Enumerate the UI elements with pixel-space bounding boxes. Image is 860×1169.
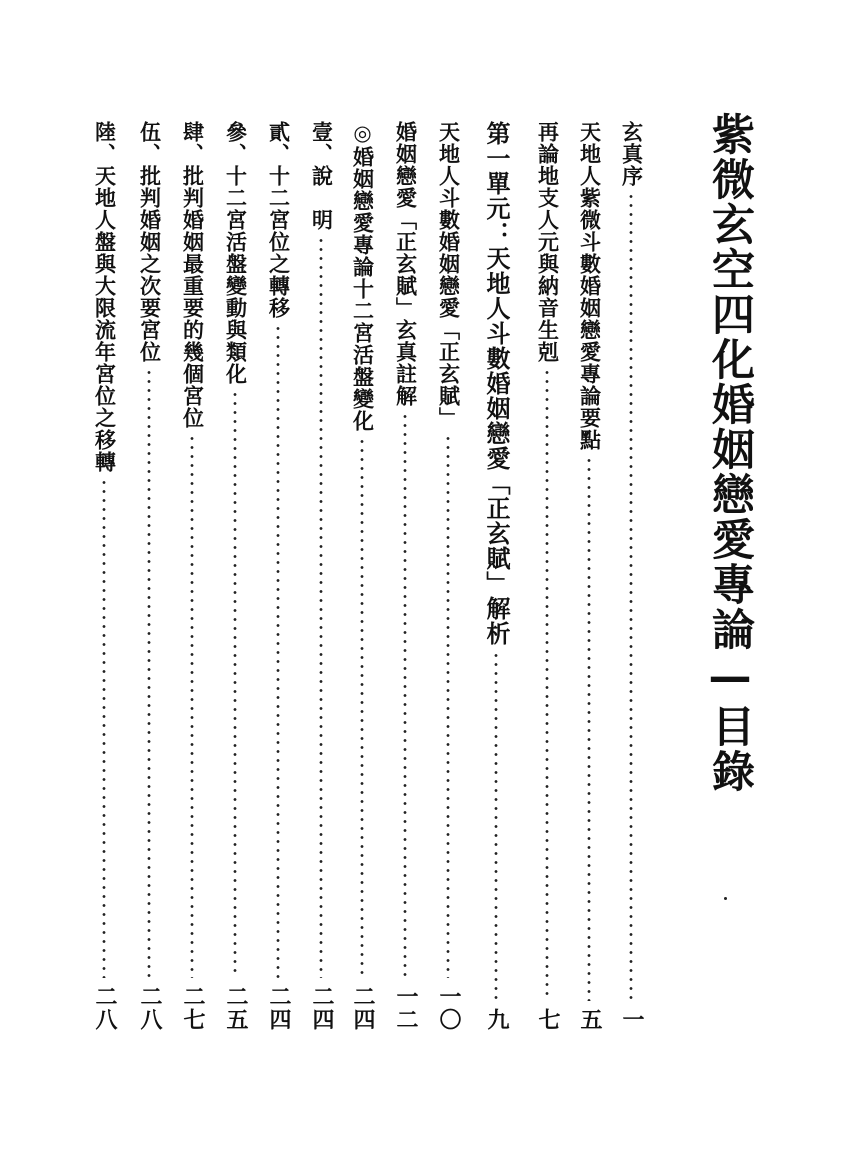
toc-page-number: 九 <box>484 1008 509 1031</box>
toc-entry <box>93 121 115 1031</box>
page-title: 紫微玄空四化婚姻戀愛專論—目錄 <box>705 112 755 794</box>
dot-leader <box>446 434 450 978</box>
dot-leader <box>276 324 280 978</box>
toc-entry <box>536 121 558 1031</box>
toc-page-number: 二四 <box>266 985 291 1031</box>
toc-page-number: 五 <box>577 1008 602 1031</box>
toc-page-number: 二八 <box>137 985 162 1031</box>
toc-entry-title: ◎婚姻戀愛專論十二宮活盤變化 <box>350 121 375 432</box>
toc-page-number: 一二 <box>393 985 418 1031</box>
toc-entry-title: 天地人斗數婚姻戀愛「正玄賦」 <box>436 121 461 429</box>
dot-leader <box>147 368 151 978</box>
dot-leader <box>319 236 323 978</box>
toc-entry-title: 壹、說 明 <box>309 121 334 231</box>
dot-leader <box>545 368 549 1001</box>
toc-entry-title: 婚姻戀愛「正玄賦」玄真註解 <box>393 121 418 407</box>
toc-entry-title: 第一單元：天地人斗數婚姻戀愛「正玄賦」解析 <box>482 121 510 646</box>
dot-leader <box>233 390 237 978</box>
toc-page-number: 二四 <box>309 985 334 1031</box>
toc-page-number: 一 <box>619 1008 644 1031</box>
scan-speck <box>724 897 727 900</box>
toc-entry-title: 肆、批判婚姻最重要的幾個宮位 <box>180 121 205 429</box>
toc-entry <box>181 121 203 1031</box>
toc-entry <box>620 121 642 1031</box>
dot-leader <box>494 651 498 1001</box>
toc-page-number: 二五 <box>223 985 248 1031</box>
toc-page-number: 二四 <box>350 985 375 1031</box>
toc-entry <box>394 121 416 1031</box>
toc-entry-title: 玄真序 <box>619 121 644 187</box>
toc-entry-title: 貳、十二宮位之轉移 <box>266 121 291 319</box>
toc-entry <box>351 121 373 1031</box>
toc-entry <box>138 121 160 1031</box>
toc-section-heading <box>484 121 508 1031</box>
toc-entry <box>267 121 289 1031</box>
dot-leader <box>102 478 106 978</box>
toc-page-number: 一〇 <box>436 985 461 1031</box>
toc-page-number: 二八 <box>92 985 117 1031</box>
dot-leader <box>629 192 633 1001</box>
toc-entry-title: 參、十二宮活盤變動與類化 <box>223 121 248 385</box>
dot-leader <box>587 456 591 1001</box>
toc-entry-title: 天地人紫微斗數婚姻戀愛專論要點 <box>577 121 602 451</box>
toc-entry-title: 再論地支人元與納音生剋 <box>535 121 560 363</box>
dot-leader <box>360 437 364 978</box>
toc-page-number: 七 <box>535 1008 560 1031</box>
toc-entry-title: 陸、天地人盤與大限流年宮位之移轉 <box>92 121 117 473</box>
dot-leader <box>403 412 407 978</box>
toc-page-number: 二七 <box>180 985 205 1031</box>
toc-entry <box>224 121 246 1031</box>
toc-entry-title: 伍、批判婚姻之次要宮位 <box>137 121 162 363</box>
toc-entry <box>578 121 600 1031</box>
toc-entry <box>310 121 332 1031</box>
toc-entry <box>437 121 459 1031</box>
dot-leader <box>190 434 194 978</box>
